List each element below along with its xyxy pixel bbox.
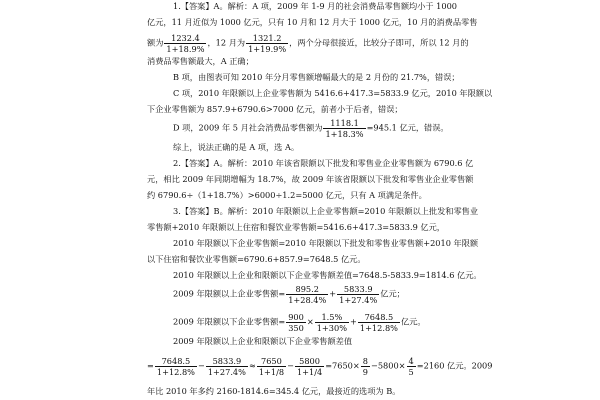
fraction-oct: $\frac{1232.4}{1+18.9\%}$ (166, 33, 205, 54)
q2-line-3: 约 6790.6÷（1+18.7%）>6000÷1.2=5000 亿元，只有 A 项满足条件。 (147, 190, 427, 200)
q2-line-2: 元，相比 2009 年同期增幅为 18.7%，故 2009 年该省限额以下批发和零售业企业零售额 (147, 174, 474, 184)
fraction-below-3: $\frac{7648.5}{1+12.8\%}$ (359, 312, 398, 333)
fraction-diff-2: $\frac{5833.9}{1+27.4\%}$ (207, 356, 246, 377)
fraction-above-2: $\frac{5833.9}{1+27.4\%}$ (339, 284, 378, 305)
q3-diff-title: 2009 年限额以上企业和限额以下企业零售额差值 (173, 336, 353, 346)
q3-final: 年比 2010 年多约 2160-1814.6=345.4 亿元，最接近的选项为 B。 (147, 386, 401, 396)
q1-option-c-2: 下企业零售额为 857.9+6790.6>7000 亿元，前者小于后者，错误； (147, 104, 403, 114)
q1-option-b: B 项，由图表可知 2010 年分月零售额增幅最大的是 2 月份的 21.7%，错误； (173, 72, 460, 82)
fraction-dec: $\frac{1321.2}{1+19.9\%}$ (248, 33, 287, 54)
q1-line-3: 额为 $\frac{1232.4}{1+18.9\%}$ ，12 月为 $\frac{1321.2}{1+19.9\%}$ ，两个分母很接近，比较分子即可，所以 12 月的 (147, 33, 469, 54)
fraction-diff-5: $\frac{8}{9}$ (362, 356, 368, 377)
q3-line-1: 3.【答案】B。解析：2010 年限额以上企业零售额=2010 年限额以上批发和零售业 (173, 206, 479, 216)
fraction-below-2: $\frac{1.5\%}{1+30\%}$ (316, 312, 347, 333)
q3-line-5: 2010 年限额以上企业和限额以下企业零售额差值=7648.5-5833.9=1814.6 亿元。 (173, 270, 482, 280)
fraction-may: $\frac{1118.1}{1+18.3\%}$ (325, 118, 364, 139)
q3-formula-below: 2009 年限额以下企业零售额= $\frac{900}{350}$ × $\frac{1.5\%}{1+30\%}$ + $\frac{7648.5}{1+12.8\%}$ 亿元。 (173, 312, 426, 333)
q1-line-4: 消费品零售额最大，A 正确； (147, 56, 254, 66)
q1-conclusion: 综上，说法正确的是 A 项，选 A。 (173, 142, 300, 152)
q3-line-2: 零售额+2010 年限额以上住宿和餐饮业零售额=5416.6+417.3=5833.9 亿元， (147, 222, 445, 232)
q1-option-c-1: C 项，2010 年限额以上企业零售额为 5416.6+417.3=5833.9 亿元，2010 年限额以 (173, 88, 493, 98)
q2-line-1: 2.【答案】A。解析：2010 年该省限额以下批发和零售业企业零售额为 6790.6 亿 (173, 158, 474, 168)
fraction-below-1: $\frac{900}{350}$ (288, 312, 304, 333)
q3-line-3: 2010 年限额以下企业零售额=2010 年限额以下批发和零售业零售额+2010 年限额 (173, 238, 479, 248)
fraction-diff-4: $\frac{5800}{1+1/4}$ (296, 356, 323, 377)
q1-line-1: 1.【答案】A。解析：A 项，2009 年 1-9 月的社会消费品零售额均小于 1000 (173, 1, 458, 11)
q1-line-2: 亿元，11 月近似为 1000 亿元，只有 10 月和 12 月大于 1000 亿元，10 月的消费品零售 (147, 17, 478, 27)
fraction-diff-6: $\frac{4}{5}$ (408, 356, 414, 377)
q3-formula-above: 2009 年限额以上企业零售额= $\frac{895.2}{1+28.4\%}$ + $\frac{5833.9}{1+27.4\%}$ 亿元； (173, 284, 405, 305)
fraction-diff-3: $\frac{7650}{1+1/8}$ (258, 356, 285, 377)
fraction-diff-1: $\frac{7648.5}{1+12.8\%}$ (156, 356, 195, 377)
q3-diff-formula: = $\frac{7648.5}{1+12.8\%}$ − $\frac{5833.9}{1+27.4\%}$ ≈ $\frac{7650}{1+1/8}$ − $\frac{5800}{1+1/4}$ =7650× $\frac{8}{9}$ −5800× $\frac{4}{5}$ =2160 亿元。2009 (147, 356, 493, 377)
fraction-above-1: $\frac{895.2}{1+28.4\%}$ (288, 284, 327, 305)
q3-line-4: 以下住宿和餐饮业零售额=6790.6+857.9=7648.5 亿元。 (147, 254, 366, 264)
q1-option-d: D 项，2009 年 5 月社会消费品零售额为 $\frac{1118.1}{1+18.3\%}$ =945.1 亿元，错误。 (173, 118, 449, 139)
